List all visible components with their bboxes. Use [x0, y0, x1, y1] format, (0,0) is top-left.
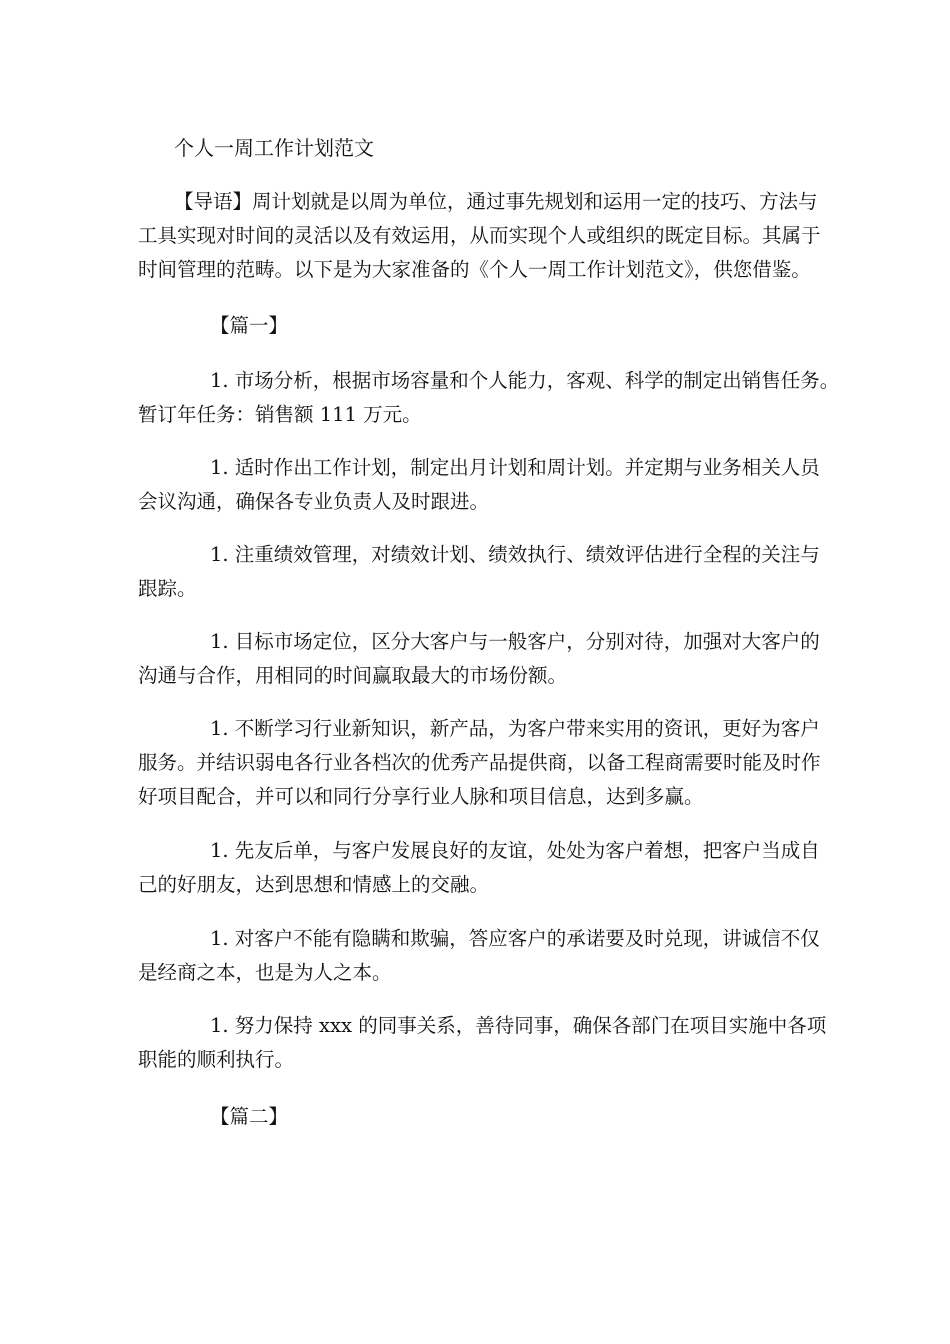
list-item-line: 职能的顺利执行。	[138, 1048, 295, 1071]
list-item-line: 1. 目标市场定位，区分大客户与一般客户，分别对待，加强对大客户的	[210, 630, 820, 653]
list-item	[138, 834, 818, 902]
list-item	[138, 922, 818, 990]
list-item-line: 1. 适时作出工作计划，制定出月计划和周计划。并定期与业务相关人员	[210, 456, 820, 479]
list-item-line: 跟踪。	[138, 577, 197, 600]
list-item	[138, 625, 818, 693]
section-heading-2: 【篇二】	[210, 1105, 289, 1128]
list-item-line: 沟通与合作，用相同的时间赢取最大的市场份额。	[138, 664, 568, 687]
list-item-line: 好项目配合，并可以和同行分享行业人脉和项目信息，达到多赢。	[138, 785, 704, 808]
list-item-line: 暂订年任务：销售额 111 万元。	[138, 403, 422, 426]
intro-line: 【导语】周计划就是以周为单位，通过事先规划和运用一定的技巧、方法与	[174, 190, 818, 213]
intro-paragraph	[138, 185, 821, 287]
list-item	[138, 364, 840, 432]
list-item-line: 1. 对客户不能有隐瞒和欺骗，答应客户的承诺要及时兑现，讲诚信不仅	[210, 927, 820, 950]
list-item-line: 1. 注重绩效管理，对绩效计划、绩效执行、绩效评估进行全程的关注与	[210, 543, 820, 566]
list-item-line: 1. 市场分析，根据市场容量和个人能力，客观、科学的制定出销售任务。	[210, 369, 840, 392]
intro-line: 工具实现对时间的灵活以及有效运用，从而实现个人或组织的既定目标。其属于	[138, 224, 821, 247]
intro-line: 时间管理的范畴。以下是为大家准备的《个人一周工作计划范文》，供您借鉴。	[138, 258, 811, 281]
list-item-line: 会议沟通，确保各专业负责人及时跟进。	[138, 490, 490, 513]
list-item	[138, 451, 818, 519]
list-item-line: 服务。并结识弱电各行业各档次的优秀产品提供商，以备工程商需要时能及时作	[138, 751, 821, 774]
list-item-line: 己的好朋友，达到思想和情感上的交融。	[138, 873, 490, 896]
list-item-line: 1. 先友后单，与客户发展良好的友谊，处处为客户着想，把客户当成自	[210, 839, 820, 862]
list-item	[138, 712, 821, 814]
list-item	[138, 1009, 827, 1077]
list-item-line: 是经商之本，也是为人之本。	[138, 961, 392, 984]
list-item	[138, 538, 818, 606]
list-item-line: 1. 努力保持 xxx 的同事关系，善待同事，确保各部门在项目实施中各项	[210, 1014, 827, 1037]
document-title: 个人一周工作计划范文	[174, 136, 374, 160]
section-heading-1: 【篇一】	[210, 314, 289, 337]
list-item-line: 1. 不断学习行业新知识，新产品，为客户带来实用的资讯，更好为客户	[210, 717, 820, 740]
